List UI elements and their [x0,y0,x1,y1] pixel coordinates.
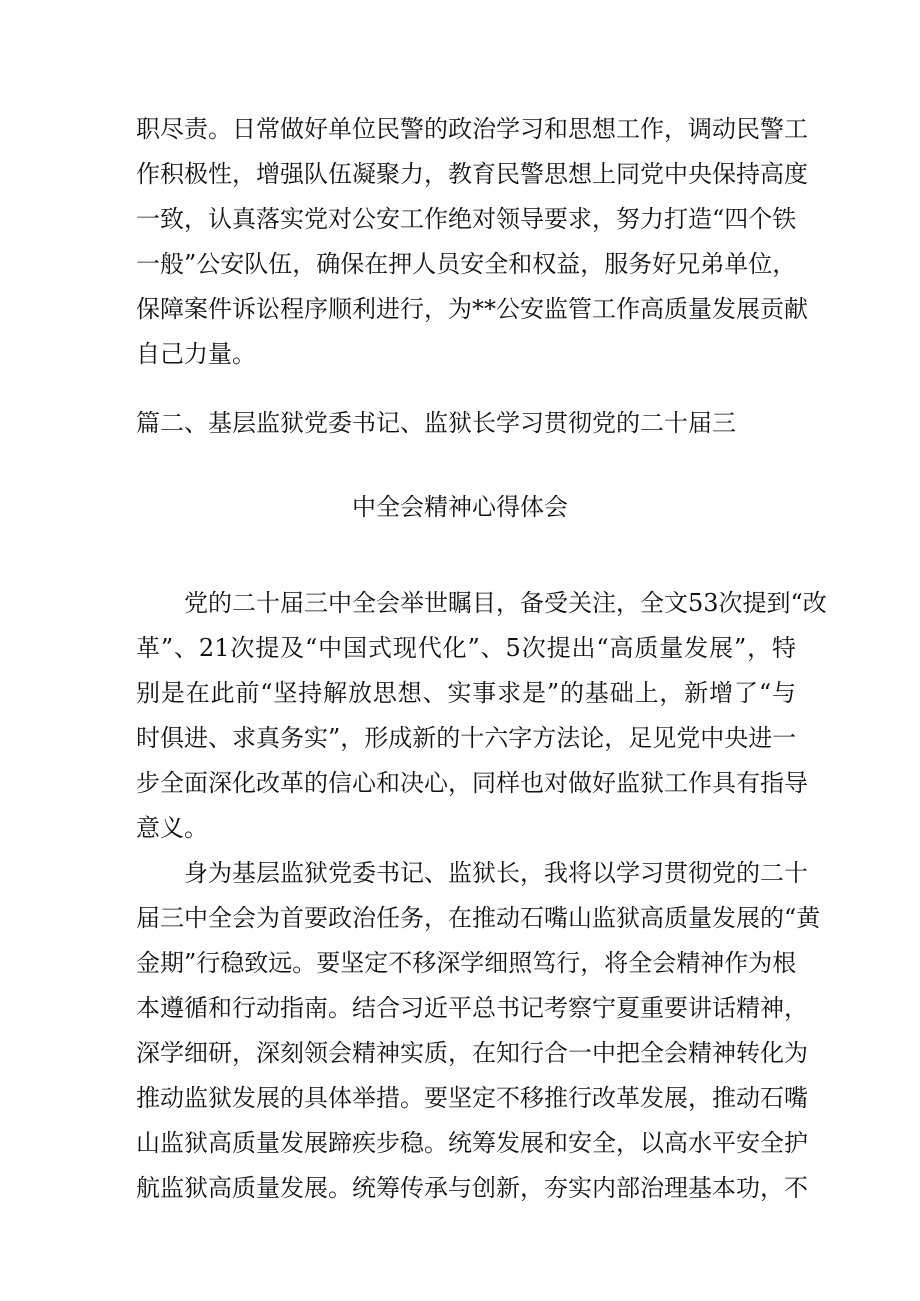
section-title-line-2: 中全会精神心得体会 [352,493,568,521]
body-line: 身为基层监狱党委书记、监狱长，我将以学习贯彻党的二十 [184,859,808,887]
body-line: 航监狱高质量发展。统筹传承与创新，夯实内部治理基本功，不 [136,1174,808,1202]
body-line: 保障案件诉讼程序顺利进行，为**公安监管工作高质量发展贡献 [136,295,808,323]
body-line: 革”、21次提及“中国式现代化”、5次提出“高质量发展”，特 [136,634,796,662]
body-line: 一致，认真落实党对公安工作绝对领导要求，努力打造“四个铁 [136,205,797,233]
body-line: 党的二十届三中全会举世瞩目，备受关注，全文53次提到“改 [184,589,827,617]
body-line: 别是在此前“坚持解放思想、实事求是”的基础上，新增了“与 [136,679,796,707]
body-line: 深学细研，深刻领会精神实质，在知行合一中把全会精神转化为 [136,1039,808,1067]
body-line: 作积极性，增强队伍凝聚力，教育民警思想上同党中央保持高度 [136,160,808,188]
body-line: 本遵循和行动指南。结合习近平总书记考察宁夏重要讲话精神， [136,994,808,1022]
section-title-line-1: 篇二、基层监狱党委书记、监狱长学习贯彻党的二十届三 [136,409,736,437]
body-line: 意义。 [136,814,208,842]
body-line: 届三中全会为首要政治任务，在推动石嘴山监狱高质量发展的“黄 [136,904,821,932]
body-line: 步全面深化改革的信心和决心，同样也对做好监狱工作具有指导 [136,769,808,797]
body-line: 自己力量。 [136,340,256,368]
body-line: 一般”公安队伍，确保在押人员安全和权益，服务好兄弟单位， [136,250,797,278]
body-line: 山监狱高质量发展蹄疾步稳。统筹发展和安全，以高水平安全护 [136,1129,808,1157]
body-line: 推动监狱发展的具体举措。要坚定不移推行改革发展，推动石嘴 [136,1084,808,1112]
body-line: 金期”行稳致远。要坚定不移深学细照笃行，将全会精神作为根 [136,949,797,977]
body-line: 时俱进、求真务实”，形成新的十六字方法论，足见党中央进一 [136,724,797,752]
body-line: 职尽责。日常做好单位民警的政治学习和思想工作，调动民警工 [136,115,808,143]
